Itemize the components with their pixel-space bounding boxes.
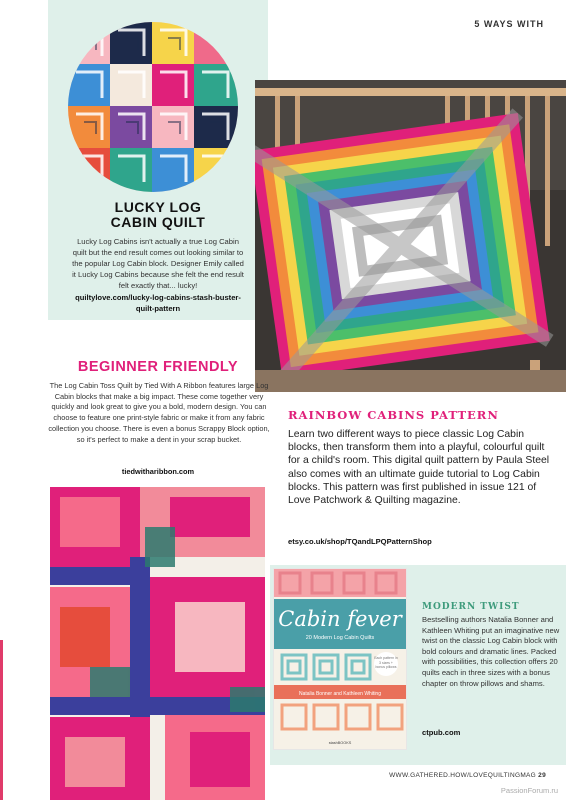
- lucky-log-cabin-title: [48, 200, 268, 230]
- lucky-log-cabin-link[interactable]: quiltylove.com/lucky-log-cabins-stash-buster-quilt-pattern: [75, 293, 241, 313]
- book-publisher: stashBOOKS: [328, 741, 352, 745]
- rainbow-cabins-box: [280, 400, 566, 552]
- page-edge-strip: [0, 640, 3, 800]
- rainbow-cabins-link[interactable]: etsy.co.uk/shop/TQandLPQPatternShop: [288, 537, 432, 546]
- book-title: Cabin fever: [278, 607, 402, 631]
- modern-twist-body: Bestselling authors Natalia Bonner and Kathleen Whiting put an imaginative new twist on the classic Log Cabin block with bold colours and dramatic lines. Packed with possibilities, this collection offers 20 quilts each in three sizes with a bonus chapter on throw pillows and shams.: [422, 615, 560, 688]
- lucky-log-cabin-body: Lucky Log Cabins isn't actually a true Log Cabin quilt but the end result comes out looking similar to the popular Log Cabin block. Designer Emily called it Lucky Log Cabins because she felt the end result felt exactly that... lucky!: [72, 237, 244, 290]
- watermark: PassionForum.ru: [500, 786, 558, 795]
- rainbow-cabins-title: RAINBOW CABINS PATTERN: [288, 408, 499, 422]
- modern-twist-panel: [270, 565, 566, 765]
- beginner-friendly-link[interactable]: tiedwitharibbon.com: [121, 467, 195, 476]
- lucky-log-cabin-panel: [48, 0, 268, 320]
- page-number: 29: [538, 772, 546, 779]
- footer-url[interactable]: WWW.GATHERED.HOW/LOVEQUILTINGMAG: [389, 772, 537, 779]
- lucky-log-cabin-quilt-image: [68, 22, 238, 192]
- beginner-friendly-body: The Log Cabin Toss Quilt by Tied With A Ribbon features large Log Cabin blocks that make a big impact. These come together very quickly and look great to give you a bold, modern design. You can choose to feature one print-style fabric or make it from any fabric collection you choose. There is even a bonus Scrappy Block option, so it's perfect to make a dent in your scrap bucket.: [48, 381, 270, 444]
- modern-twist-title: MODERN TWIST: [422, 602, 520, 612]
- book-authors: Natalia Bonner and Kathleen Whiting: [299, 691, 381, 697]
- log-cabin-toss-quilt-photo: [50, 487, 265, 800]
- rainbow-cabins-quilt-photo: [255, 80, 566, 392]
- rainbow-cabins-body: Learn two different ways to piece classic Log Cabin blocks, then transform them into a playful, colourful quilt for a child's room. This digital quilt pattern by Paula Steel also comes with an ultimate guide tutorial to Log Cabin blocks. This pattern was first published in issue 121 of Love Patchwork & Quilting magazine.: [288, 429, 550, 507]
- section-label: 5 WAYS WITH: [474, 19, 544, 29]
- modern-twist-link[interactable]: ctpub.com: [422, 728, 461, 737]
- beginner-friendly-title: BEGINNER FRIENDLY: [77, 359, 239, 375]
- cabin-fever-book-cover: [274, 569, 406, 749]
- book-badge: Each pattern in 3 sizes + bonus pillows: [374, 652, 398, 676]
- title-line-1: LUCKY LOG: [114, 199, 202, 215]
- book-subtitle: 20 Modern Log Cabin Quilts: [305, 635, 375, 641]
- title-line-2: CABIN QUILT: [110, 214, 206, 230]
- page-footer: [389, 772, 546, 779]
